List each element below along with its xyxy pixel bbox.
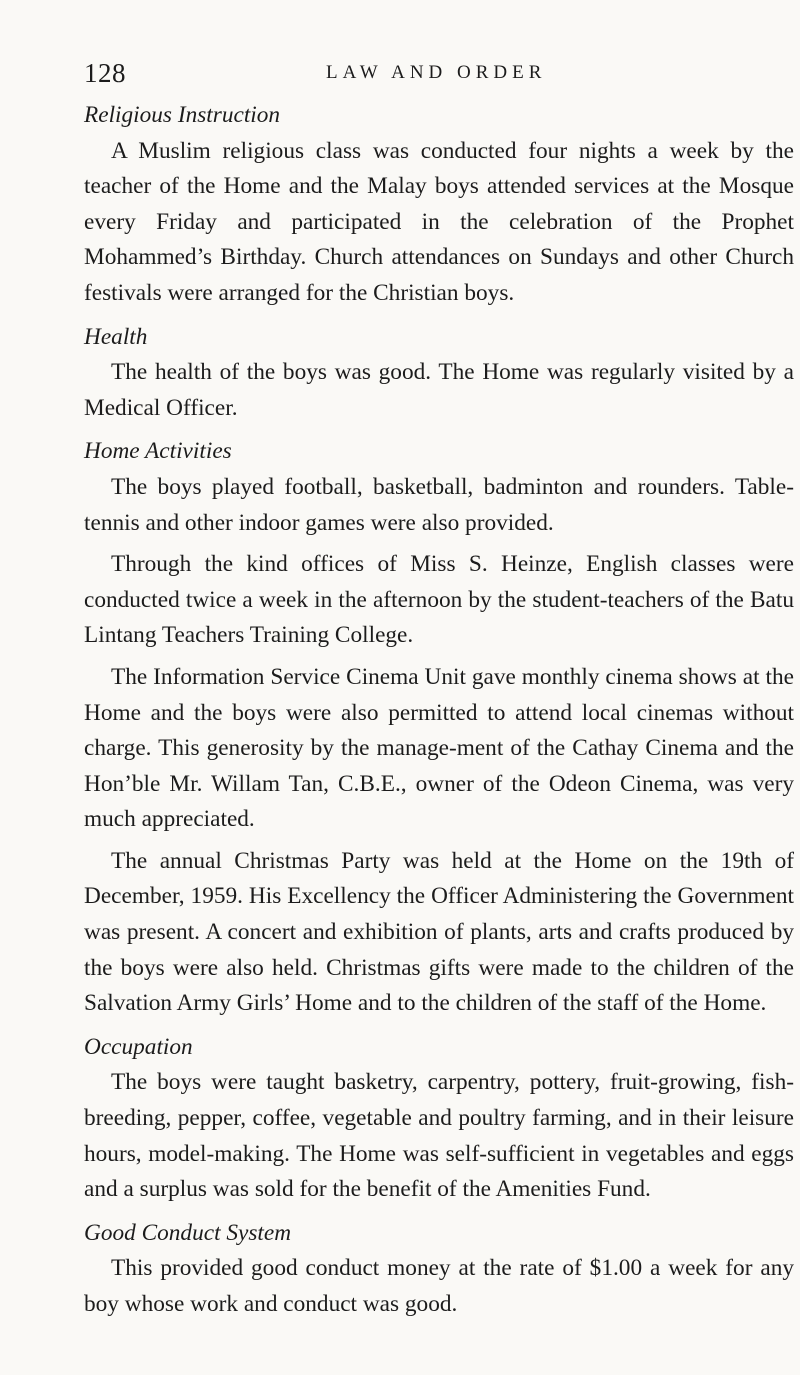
heading-good-conduct-system: Good Conduct System	[84, 1219, 292, 1246]
paragraph-health: The health of the boys was good. The Home was regularly visited by a Medical Officer.	[84, 359, 794, 421]
paragraph-home-activities-english: Through the kind offices of Miss S. Heinze, English classes were conducted twice a week in the afternoon by the student-teachers of the Batu Lintang Teachers Training College.	[84, 551, 794, 649]
heading-religious-instruction: Religious Instruction	[84, 102, 281, 128]
paragraph-home-activities-christmas: The annual Christmas Party was held at the Home on the 19th of December, 1959. His Excellency the Officer Administering the Government was present. A concert and exhibition of plants, arts and crafts produced by the boys were also held. Christmas gifts were made to the children of the Salvation Army Girls’ Home and to the children of the staff of the Home.	[84, 847, 794, 1017]
paragraph-home-activities-sports: The boys played football, basketball, badminton and rounders. Table-tennis and other indoor games were also provided.	[84, 473, 794, 536]
paragraph-home-activities-cinema: The Information Service Cinema Unit gave monthly cinema shows at the Home and the boys were also permitted to attend local cinemas without charge. This generosity by the manage-ment of the Cathay Cinema and the Hon’ble Mr. Willam Tan, C.B.E., owner of the Odeon Cinema, was very much appreciated.	[84, 663, 794, 833]
heading-health: Health	[84, 323, 148, 350]
body-text	[84, 98, 794, 1323]
heading-home-activities: Home Activities	[84, 438, 232, 465]
page-header	[84, 58, 800, 92]
page-number: 128	[84, 58, 126, 88]
paragraph-occupation: The boys were taught basketry, carpentry, pottery, fruit-growing, fish-breeding, pepper, coffee, vegetable and poultry farming, and in their leisure hours, model-making. The Home was self-sufficient in vegetables and eggs and a surplus was sold for the benefit of the Amenities Fund.	[84, 1069, 794, 1203]
heading-occupation: Occupation	[84, 1033, 193, 1060]
paragraph-good-conduct: This provided good conduct money at the rate of $1.00 a week for any boy whose work and conduct was good.	[84, 1255, 794, 1317]
running-title: LAW AND ORDER	[326, 62, 547, 83]
paragraph-religious: A Muslim religious class was conducted four nights a week by the teacher of the Home and the Malay boys attended services at the Mosque every Friday and participated in the celebration of the Prophet Mohammed’s Birthday. Church attendances on Sundays and other Church festivals were arranged for the Christian boys.	[84, 137, 794, 306]
